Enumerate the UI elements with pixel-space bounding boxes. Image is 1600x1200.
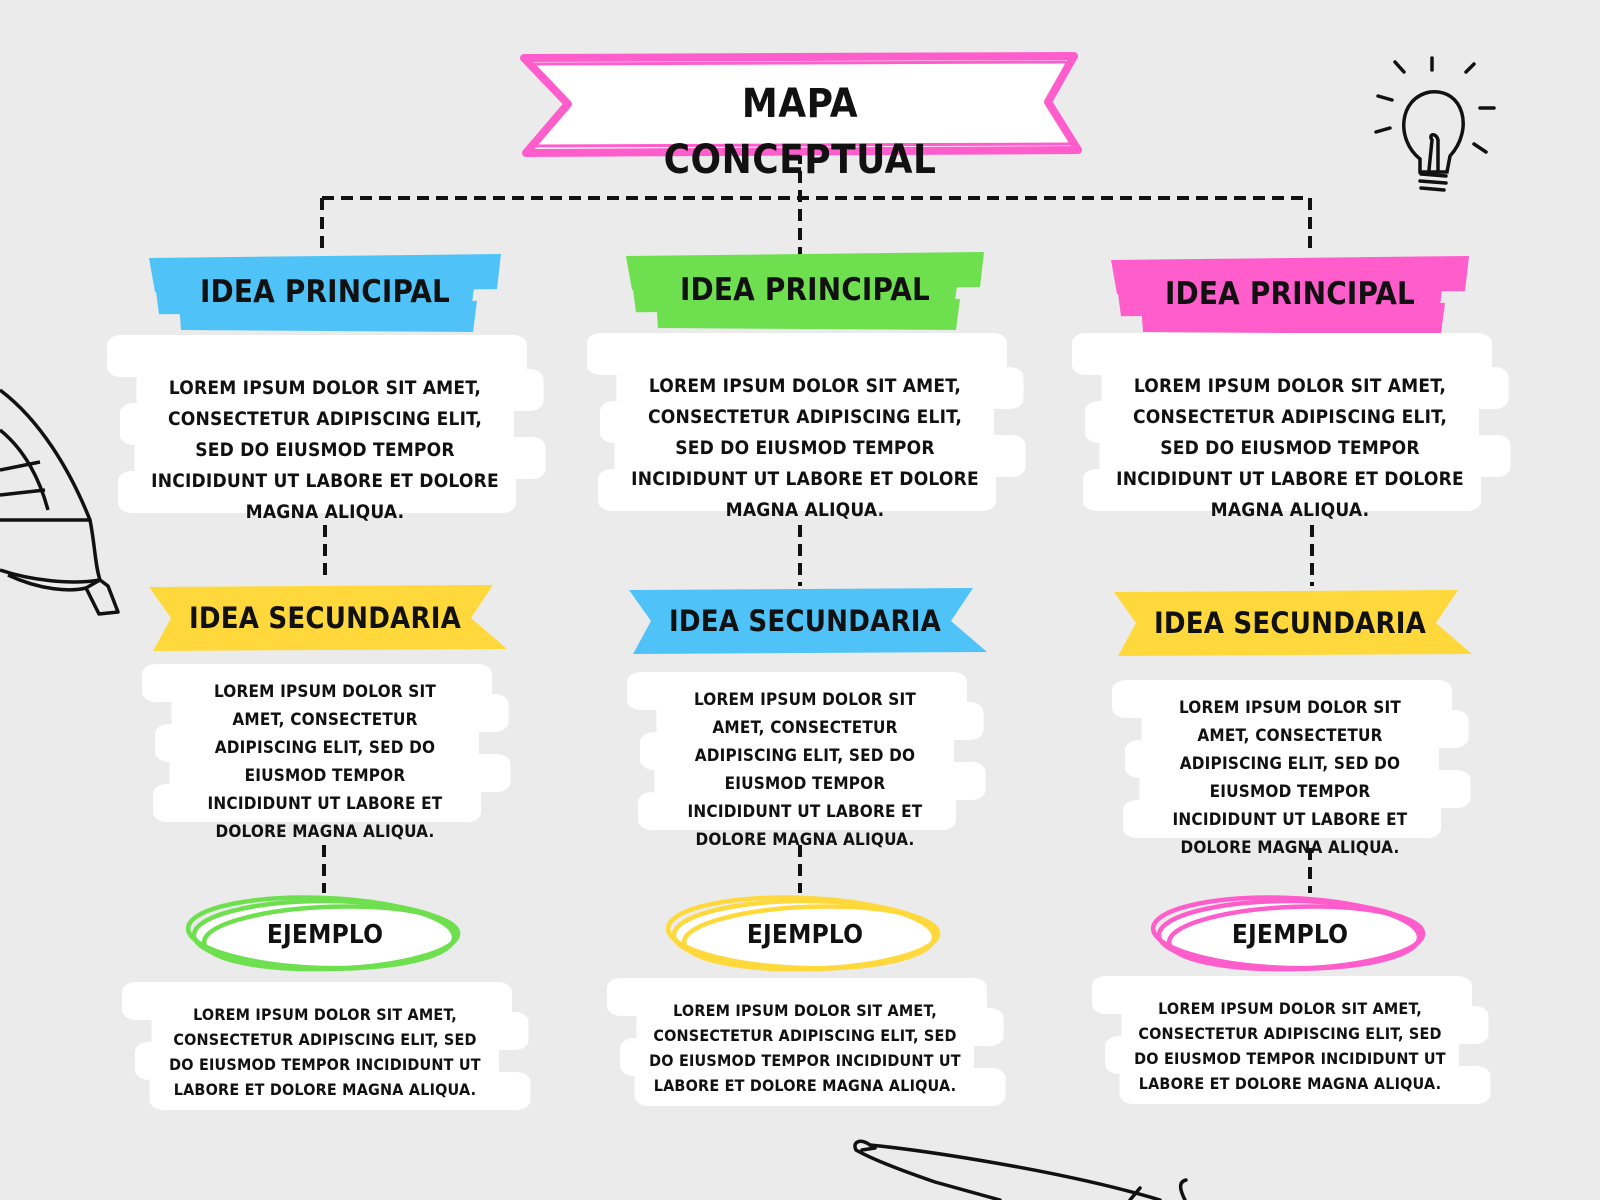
col3-principal-label: IDEA PRINCIPAL bbox=[1164, 276, 1416, 312]
col2-ejemplo-label: EJEMPLO bbox=[746, 920, 864, 950]
col2-secundaria-label: IDEA SECUNDARIA bbox=[668, 604, 942, 638]
col1-secundaria-text: LOREM IPSUM DOLOR SIT AMET, CONSECTETUR ADIPISCING ELIT, SED DO EIUSMOD TEMPOR INCIDIDUNT UT LABORE ET DOLORE MAGNA ALIQUA. bbox=[207, 682, 443, 842]
col3-ejemplo-text: LOREM IPSUM DOLOR SIT AMET, CONSECTETUR ADIPISCING ELIT, SED DO EIUSMOD TEMPOR INCIDIDUNT UT LABORE ET DOLORE MAGNA ALIQUA. bbox=[1134, 999, 1446, 1093]
col3-secundaria-label: IDEA SECUNDARIA bbox=[1153, 606, 1427, 640]
col2-ejemplo-text: LOREM IPSUM DOLOR SIT AMET, CONSECTETUR ADIPISCING ELIT, SED DO EIUSMOD TEMPOR INCIDIDUNT UT LABORE ET DOLORE MAGNA ALIQUA. bbox=[649, 1001, 961, 1095]
page-title: MAPA CONCEPTUAL bbox=[663, 81, 937, 183]
col1-principal-label: IDEA PRINCIPAL bbox=[199, 274, 451, 310]
col3-secundaria-text: LOREM IPSUM DOLOR SIT AMET, CONSECTETUR ADIPISCING ELIT, SED DO EIUSMOD TEMPOR INCIDIDUNT UT LABORE ET DOLORE MAGNA ALIQUA. bbox=[1172, 698, 1408, 858]
col1-secundaria-label: IDEA SECUNDARIA bbox=[188, 601, 462, 635]
pen-icon bbox=[855, 1141, 1186, 1200]
lightbulb-icon bbox=[1376, 58, 1494, 190]
col2-principal-text: LOREM IPSUM DOLOR SIT AMET, CONSECTETUR ADIPISCING ELIT, SED DO EIUSMOD TEMPOR INCIDIDUNT UT LABORE ET DOLORE MAGNA ALIQUA. bbox=[631, 375, 979, 521]
col1-principal-text: LOREM IPSUM DOLOR SIT AMET, CONSECTETUR ADIPISCING ELIT, SED DO EIUSMOD TEMPOR INCIDIDUNT UT LABORE ET DOLORE MAGNA ALIQUA. bbox=[151, 377, 499, 523]
col3-ejemplo-label: EJEMPLO bbox=[1231, 920, 1349, 950]
col1-ejemplo-text: LOREM IPSUM DOLOR SIT AMET, CONSECTETUR ADIPISCING ELIT, SED DO EIUSMOD TEMPOR INCIDIDUNT UT LABORE ET DOLORE MAGNA ALIQUA. bbox=[169, 1005, 481, 1099]
highlighter-pen-icon bbox=[0, 390, 118, 614]
col2-principal-label: IDEA PRINCIPAL bbox=[679, 272, 931, 308]
col2-secundaria-text: LOREM IPSUM DOLOR SIT AMET, CONSECTETUR ADIPISCING ELIT, SED DO EIUSMOD TEMPOR INCIDIDUNT UT LABORE ET DOLORE MAGNA ALIQUA. bbox=[687, 690, 923, 850]
col1-ejemplo-label: EJEMPLO bbox=[266, 920, 384, 950]
col3-principal-text: LOREM IPSUM DOLOR SIT AMET, CONSECTETUR ADIPISCING ELIT, SED DO EIUSMOD TEMPOR INCIDIDUNT UT LABORE ET DOLORE MAGNA ALIQUA. bbox=[1116, 375, 1464, 521]
